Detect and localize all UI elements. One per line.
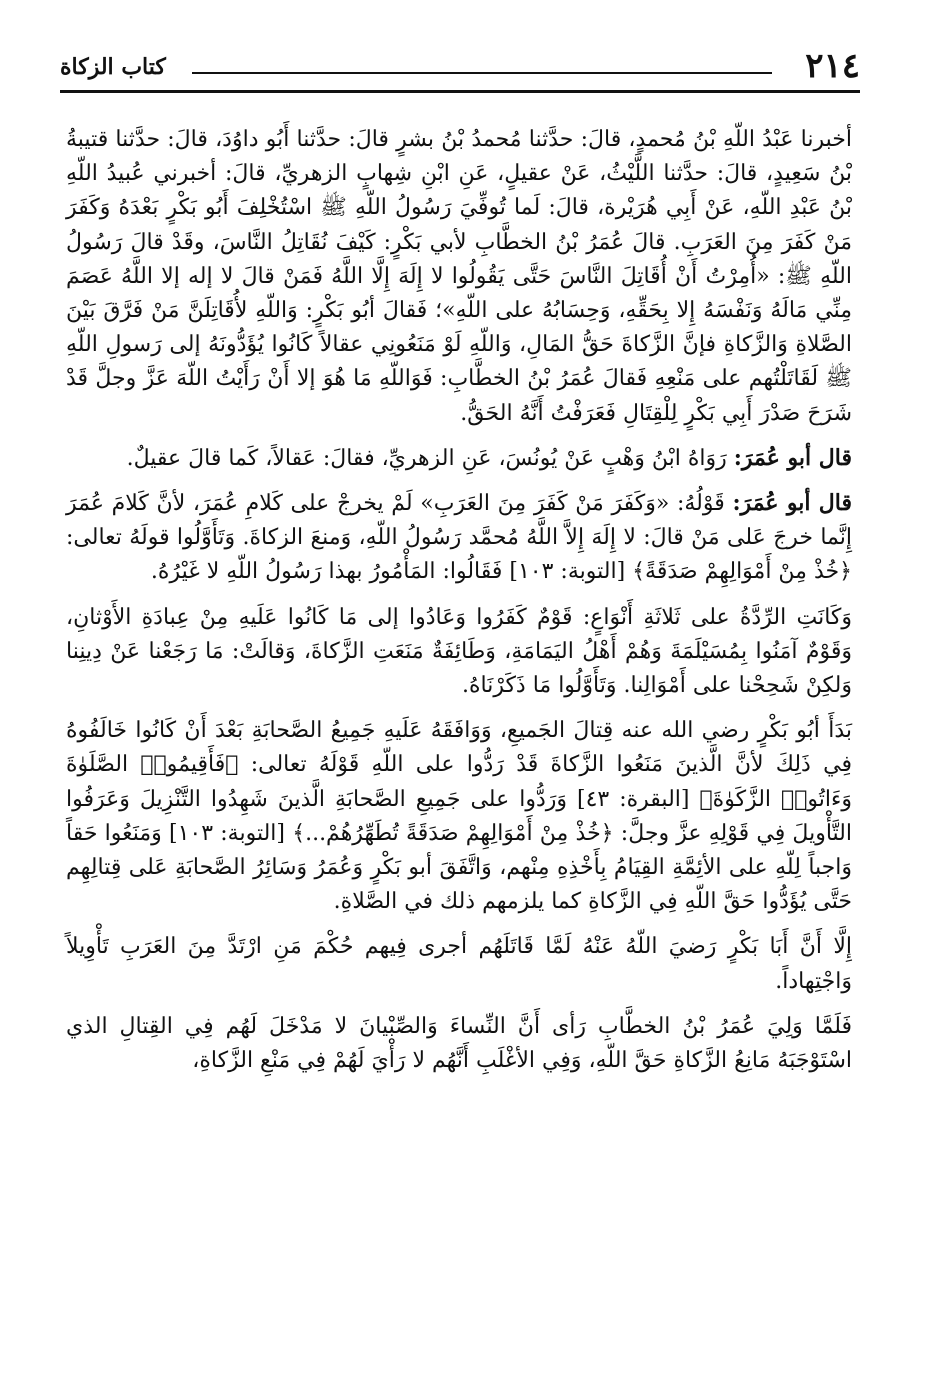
header-connector-line [192, 72, 772, 74]
paragraph-body [66, 929, 852, 998]
paragraph-text: بَدَأَ أبُو بَكْرٍ رضي الله عنه قِتالَ الجَميعِ، وَوَافَقَهُ عَلَيهِ جَمِيعُ الصَّحابَةِ بَعْدَ أَنْ كَانُوا خَالَفُوهُ فِي ذَلِكَ لأنَّ الَّذينَ مَنَعُوا الزَّكاةَ قَدْ رَدُّوا على اللّهِ قَوْلَهُ تعالى: ﴿فَأَقِيمُوا۟ الصَّلَوٰةَ وَءَاتُوا۟ الزَّكَوٰةَ﴾ [البقرة: ٤٣] وَرَدُّوا على جَمِيعِ الصَّحابَةِ الَّذينَ شَهِدُوا التَّنْزِيلَ وَعَرَفُوا التَّأْويلَ فِي قَوْلِهِ عزَّ وجلَّ: ﴿خُذْ مِنْ أَمْوَالِهِمْ صَدَقَةً تُطَهِّرُهُمْ...﴾ [التوبة: ١٠٣] وَمَنَعُوا حَقاً وَاجباً لِلّهِ على الأئِمَّةِ القِيَامُ بِأَخْذِهِ مِنْهم، وَاتَّفَقَ أبو بَكْرٍ وَعُمَرُ وَسَائِرُ الصَّحابَةِ عَلى قِتالِهِم حَتَّى يُؤَدُّوا حَقَّ اللّهِ فِي الزَّكاةِ كما يلزمهم ذلك في الصَّلاةِ. [66, 718, 852, 915]
paragraph-body [66, 713, 852, 919]
paragraph-text: إِلَّا أَنَّ أَبَا بَكْرٍ رَضيَ اللّهُ عَنْهُ لَمَّا قَاتَلَهُم أجرى فِيهم حُكْمَ مَنِ ارْتَدَّ مِنَ العَرَبِ تَأْوِيلاً وَاجْتِهاداً. [66, 934, 852, 994]
paragraph-commentary [66, 441, 852, 476]
page-body [66, 122, 852, 1088]
paragraph-text: قَوْلُهُ: «وَكَفَرَ مَنْ كَفَرَ مِنَ العَرَبِ» لَمْ يخرجْ على كَلامِ عُمَرَ، لأنَّ كَلامَ عُمَرَ إِنَّما خرجَ عَلى مَنْ قالَ: لا إِلَهَ إِلاَّ اللَّهُ مُحمَّد رَسُولُ اللّهِ، وَمنعَ الزكاةَ. وَتَأَوَّلُوا قولَهُ تعالى: ﴿خُذْ مِنْ أَمْوَالِهِمْ صَدَقَةً﴾ [التوبة: ١٠٣] فَقَالُوا: المَأْمُورُ بهذا رَسُولُ اللّهِ لا غَيْرُهُ. [66, 491, 852, 585]
paragraph-commentary [66, 486, 852, 590]
paragraph-hadith [66, 122, 852, 431]
paragraph-body [66, 1009, 852, 1078]
page-number: ٢١٤ [805, 46, 860, 86]
page-header [60, 38, 860, 88]
paragraph-body [66, 600, 852, 704]
paragraph-text: وَكَانَتِ الرِّدَّةُ على ثَلاثَةِ أَنْوَاعٍ: قَوْمٌ كَفَرُوا وَعَادُوا إلى مَا كَانُوا عَلَيهِ مِنْ عِبادَةِ الأَوْثانِ، وَقَوْمٌ آمَنُوا بِمُسَيْلَمَةَ وَهُمْ أَهْلُ اليَمَامَةِ، وَطَائِفَةٌ مَنَعَتِ الزَّكاةَ، وَقالَتْ: مَا رَجَعْنا عَنْ دِينِنا وَلكِنْ شَحِحْنا على أَمْوَالِنا. وَتَأَوَّلُوا مَا ذَكَرْنَاهُ. [66, 604, 852, 699]
header-rule [60, 90, 860, 93]
paragraph-speaker: قال أبو عُمَرَ: [733, 444, 852, 471]
paragraph-text: أخبرنا عَبْدُ اللّهِ بْنُ مُحمدٍ، قالَ: حدَّثنا مُحمدُ بْنُ بشرٍ قالَ: حدَّثنا أَبُو داوُدَ، قالَ: حدَّثنا قتيبةُ بْنُ سَعِيدٍ، قالَ: حدَّثنا اللَّيْثُ، عَنْ عقيلٍ، عَنِ ابْنِ شِهابٍ الزهريِّ، قالَ: أخبرني عُبيدُ اللّهِ بْنُ عَبْدِ اللّهِ، عَنْ أَبِي هُرَيْرة، قالَ: لَما تُوفِّيَ رَسُولُ اللّهِ ﷺ اسْتُخْلِفَ أَبُو بَكْرٍ بَعْدَهُ وَكَفَرَ مَنْ كَفَرَ مِنَ العَرَبِ. قالَ عُمَرُ بْنُ الخطَّابِ لأبي بَكْرٍ: كَيْفَ نُقَاتِلُ النَّاسَ، وقَدْ قالَ رَسُولُ اللّهِ ﷺ: «أُمِرْتُ أَنْ أُقَاتِلَ النَّاسَ حَتَّى يَقُولُوا لا إِلَهَ إِلَّا اللَّهُ فَمَنْ قالَ لا إله إلا اللَّهُ عَصَمَ مِنِّي مَالَهُ وَنَفْسَهُ إِلا بِحَقِّهِ، وَحِسَابُهُ على اللّهِ»؛ فَقالَ أبُو بَكْرٍ: وَاللّهِ لأُقَاتِلَنَّ مَنْ فَرَّقَ بَيْنَ الصَّلاةِ وَالزَّكاةِ فإنَّ الزَّكاةَ حَقُّ المَالِ، وَاللّهِ لَوْ مَنَعُونِي عقالاً كَانُوا يُؤَدُّونَهُ إلى رَسولِ اللّهِ ﷺ لَقَاتَلْتُهم على مَنْعِهِ فَقالَ عُمَرُ بْنُ الخطَّابِ: فَوَاللّهِ مَا هُوَ إلا أَنْ رَأَيْتُ اللّهَ عَزَّ وجلَّ قَدْ شَرَحَ صَدْرَ أَبِي بَكْرٍ لِلْقِتَالِ فَعَرَفْتُ أَنَّهُ الحَقُّ. [66, 127, 852, 426]
running-title: كتاب الزكاة [60, 54, 166, 80]
paragraph-speaker: قال أبو عُمَرَ: [732, 490, 853, 517]
paragraph-text: فَلَمَّا وَلِيَ عُمَرُ بْنُ الخطَّابِ رَأى أَنَّ النِّساءَ وَالصِّبْيانَ لا مَدْخَلَ لَهُم فِي القِتالِ الذي اسْتَوْجَبَهُ مَانِعُ الزَّكاةِ حَقَّ اللّهِ، وَفِي الأغْلَبِ أَنَّهُم لا رَأْيَ لَهُمْ فِي مَنْعِ الزَّكاةِ، [66, 1013, 852, 1074]
paragraph-text: رَوَاهُ ابْنُ وَهْبٍ عَنْ يُونُسَ، عَنِ الزهريِّ، فقالَ: عَقالاً، كَما قالَ عقيلٌ. [126, 445, 727, 471]
